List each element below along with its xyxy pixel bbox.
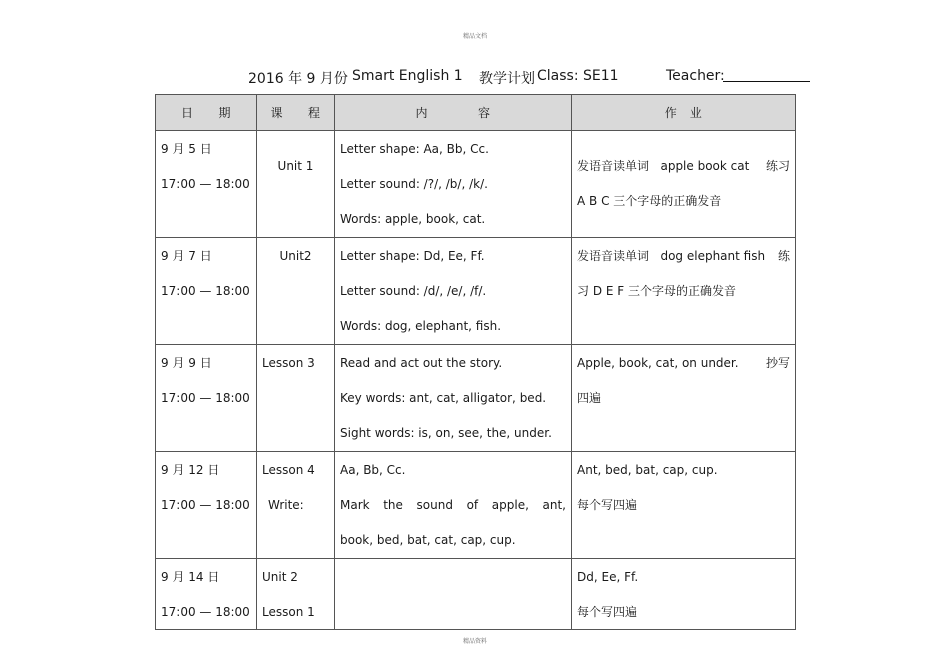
content-line: Letter shape: Dd, Ee, Ff. — [340, 249, 485, 263]
date-text: 9 月 7 日 — [161, 249, 212, 263]
content-line: Sight words: is, on, see, the, under. — [340, 426, 552, 440]
time-text: 17:00 — 18:00 — [161, 605, 250, 619]
date-text: 9 月 14 日 — [161, 570, 220, 584]
content-line: Words: apple, book, cat. — [340, 212, 486, 226]
content-cell — [335, 345, 571, 451]
date-cell — [156, 131, 256, 237]
content-line: Letter shape: Aa, Bb, Cc. — [340, 142, 489, 156]
course-text: Unit2 — [279, 249, 312, 263]
content-line: book, bed, bat, cat, cap, cup. — [340, 533, 516, 547]
homework-line: A B C 三个字母的正确发音 — [577, 194, 722, 208]
date-cell — [156, 238, 256, 344]
course-cell — [257, 559, 334, 629]
time-text: 17:00 — 18:00 — [161, 284, 250, 298]
homework-line: 每个写四遍 — [577, 498, 638, 512]
homework-line — [577, 356, 790, 371]
homework-words: apple book cat — [660, 159, 750, 173]
course-cell — [257, 345, 334, 451]
header-course: 课 程 — [257, 95, 335, 131]
homework-line: Ant, bed, bat, cap, cup. — [577, 463, 718, 477]
content-cell — [335, 238, 571, 344]
homework-text: Apple, book, cat, on under. — [577, 356, 739, 370]
date-text: 9 月 5 日 — [161, 142, 212, 156]
title-plan: 教学计划 — [479, 71, 535, 87]
date-text: 9 月 9 日 — [161, 356, 212, 370]
homework-text: 练习 — [765, 159, 790, 173]
content-line: Letter sound: /?/, /b/, /k/. — [340, 177, 488, 191]
homework-text: 抄写 — [765, 356, 790, 370]
homework-line — [577, 159, 790, 174]
content-line: Letter sound: /d/, /e/, /f/. — [340, 284, 487, 298]
content-line: Read and act out the story. — [340, 356, 503, 370]
homework-text: 发语音读单词 — [577, 159, 650, 173]
table-row — [156, 238, 796, 345]
date-cell — [156, 345, 256, 451]
date-cell — [156, 452, 256, 558]
homework-cell — [572, 131, 795, 237]
title-class: Class: SE11 — [537, 68, 619, 84]
homework-cell — [572, 238, 795, 344]
time-text: 17:00 — 18:00 — [161, 177, 250, 191]
content-cell — [335, 559, 571, 629]
content-line: Aa, Bb, Cc. — [340, 463, 406, 477]
homework-line: 习 D E F 三个字母的正确发音 — [577, 284, 736, 298]
course-text: Write: — [268, 498, 304, 512]
content-cell — [335, 131, 571, 237]
title-course: Smart English 1 — [352, 68, 463, 84]
content-line: Words: dog, elephant, fish. — [340, 319, 502, 333]
lesson-plan-table — [155, 94, 796, 630]
homework-text: 练 — [777, 249, 790, 263]
date-cell — [156, 559, 256, 629]
table-row — [156, 452, 796, 559]
course-cell — [257, 131, 334, 237]
header-content: 内 容 — [335, 95, 572, 131]
homework-text: 发语音读单词 — [577, 249, 650, 263]
homework-line: Dd, Ee, Ff. — [577, 570, 639, 584]
time-text: 17:00 — 18:00 — [161, 391, 250, 405]
course-text: Lesson 1 — [262, 605, 315, 619]
course-text: Lesson 4 — [262, 463, 315, 477]
homework-line: 四遍 — [577, 391, 602, 405]
homework-line: 每个写四遍 — [577, 605, 638, 619]
header-watermark: 精品文档 — [462, 33, 487, 40]
course-text: Lesson 3 — [262, 356, 315, 370]
table-row — [156, 345, 796, 452]
homework-words: dog elephant fish — [660, 249, 766, 263]
table-row — [156, 559, 796, 630]
footer-watermark: 精品资料 — [462, 638, 487, 645]
table-header-row — [156, 95, 796, 131]
homework-cell — [572, 452, 795, 558]
content-cell — [335, 452, 571, 558]
teacher-blank-line — [723, 81, 810, 82]
homework-line — [577, 249, 790, 264]
course-cell — [257, 238, 334, 344]
date-text: 9 月 12 日 — [161, 463, 220, 477]
course-cell — [257, 452, 334, 558]
header-homework: 作 业 — [572, 95, 796, 131]
course-text: Unit 2 — [262, 570, 298, 584]
title-month: 2016 年 9 月份 — [248, 71, 348, 87]
homework-cell — [572, 345, 795, 451]
time-text: 17:00 — 18:00 — [161, 498, 250, 512]
content-line: Mark the sound of apple, ant, — [340, 498, 566, 512]
title-teacher: Teacher: — [666, 68, 725, 84]
header-date: 日 期 — [156, 95, 257, 131]
content-line: Key words: ant, cat, alligator, bed. — [340, 391, 547, 405]
homework-cell — [572, 559, 795, 629]
table-row — [156, 131, 796, 238]
course-text: Unit 1 — [277, 159, 314, 173]
